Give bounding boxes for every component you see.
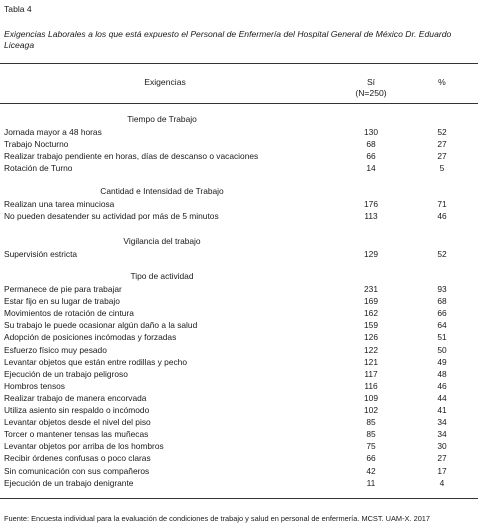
row-count: 116 [364, 380, 378, 391]
table-source-note: Fuente: Encuesta individual para la evaluación de condiciones de trabajo y salud en personal de enfermería. MCST. UAM-X. 2017 [4, 514, 431, 523]
row-percent: 48 [437, 368, 447, 379]
table-row [0, 417, 484, 428]
row-percent: 46 [437, 211, 447, 222]
row-label: Movimientos de rotación de cintura [4, 308, 134, 319]
row-count: 66 [366, 453, 376, 464]
table-row [0, 369, 484, 380]
table-row [0, 139, 484, 150]
table-row [0, 381, 484, 392]
row-percent: 41 [437, 405, 447, 415]
row-percent: 52 [437, 249, 447, 259]
row-percent: 4 [439, 477, 445, 488]
row-label: Esfuerzo físico muy pesado [4, 344, 107, 355]
header-percent: % [438, 77, 446, 87]
row-count: 130 [364, 127, 378, 137]
row-label: Realizan una tarea minuciosa [4, 199, 115, 209]
section-title: Vigilancia del trabajo [123, 236, 201, 246]
row-label: Torcer o mantener tensas las muñecas [4, 429, 149, 440]
row-percent: 64 [437, 320, 447, 331]
row-count: 14 [366, 163, 376, 174]
table-row [0, 284, 484, 295]
section-title: Cantidad e Intensidad de Trabajo [100, 186, 224, 196]
row-percent: 44 [437, 392, 447, 403]
row-percent: 66 [437, 308, 447, 319]
table-row [0, 393, 484, 404]
row-count: 11 [366, 477, 376, 488]
row-label: No pueden desatender su actividad por más de 5 minutos [4, 211, 219, 222]
table-row [0, 320, 484, 331]
row-label: Adopción de posiciones incómodas y forzadas [4, 332, 177, 343]
row-percent: 46 [437, 380, 447, 391]
row-label: Permanece de pie para trabajar [4, 284, 122, 294]
table-row [0, 478, 484, 489]
row-percent: 30 [437, 441, 447, 452]
row-count: 102 [364, 405, 378, 415]
row-count: 85 [366, 429, 376, 440]
row-label: Realizar trabajo de manera encorvada [4, 392, 147, 403]
row-count: 126 [364, 332, 378, 343]
header-si-label: Sí [366, 77, 376, 87]
row-count: 68 [366, 139, 376, 150]
table-row [0, 429, 484, 440]
row-percent: 5 [439, 163, 445, 174]
row-percent: 27 [437, 453, 447, 464]
row-label: Levantar objetos desde el nivel del piso [4, 417, 151, 428]
table-label: Tabla 4 [4, 4, 32, 14]
row-label: Estar fijo en su lugar de trabajo [4, 296, 120, 307]
table-row [0, 163, 484, 174]
table-row [0, 249, 484, 260]
row-label: Ejecución de un trabajo peligroso [4, 368, 128, 379]
row-label: Jornada mayor a 48 horas [4, 127, 102, 137]
row-label: Hombros tensos [4, 380, 65, 391]
row-count: 113 [364, 211, 378, 222]
section-heading [0, 186, 484, 197]
table-row [0, 127, 484, 138]
row-percent: 93 [437, 284, 447, 294]
table-row [0, 296, 484, 307]
row-count: 117 [364, 368, 378, 379]
row-count: 162 [364, 308, 378, 319]
row-count: 129 [364, 249, 378, 259]
row-percent: 50 [437, 344, 447, 355]
row-count: 159 [364, 320, 378, 331]
section-title: Tipo de actividad [130, 271, 194, 281]
row-label: Sin comunicación con sus compañeros [4, 465, 150, 476]
table-row [0, 466, 484, 477]
section-heading [0, 236, 484, 247]
row-label: Utiliza asiento sin respaldo o incómodo [4, 405, 150, 415]
table-caption: Exigencias Laborales a los que está expuesto el Personal de Enfermería del Hospital General de México Dr. Eduardo Liceaga [4, 29, 452, 50]
row-label: Levantar objetos que están entre rodillas y pecho [4, 356, 187, 367]
row-count: 169 [364, 296, 378, 307]
section-title: Tiempo de Trabajo [127, 114, 197, 124]
section-heading [0, 114, 484, 125]
row-count: 75 [366, 441, 376, 452]
header-si-n: (N=250) [355, 88, 387, 98]
table-bottom-rule [0, 498, 478, 499]
table-row [0, 211, 484, 222]
table-row [0, 357, 484, 368]
row-percent: 27 [437, 139, 447, 150]
row-label: Realizar trabajo pendiente en horas, días de descanso o vacaciones [4, 151, 259, 162]
header-exigencias: Exigencias [144, 77, 186, 87]
table-row [0, 199, 484, 210]
row-label: Rotación de Turno [4, 163, 73, 174]
table-row [0, 151, 484, 162]
row-percent: 52 [437, 127, 447, 137]
row-count: 66 [366, 151, 376, 162]
row-count: 121 [364, 356, 378, 367]
row-percent: 51 [437, 332, 447, 343]
row-label: Recibir órdenes confusas o poco claras [4, 453, 151, 464]
row-count: 42 [366, 465, 376, 476]
table-row [0, 405, 484, 416]
row-percent: 27 [437, 151, 447, 162]
row-percent: 34 [437, 429, 447, 440]
row-percent: 71 [437, 199, 447, 209]
row-percent: 68 [437, 296, 447, 307]
row-label: Supervisión estricta [4, 249, 78, 259]
row-label: Trabajo Nocturno [4, 139, 69, 150]
row-count: 85 [366, 417, 376, 428]
row-label: Levantar objetos por arriba de los hombros [4, 441, 164, 452]
table-row [0, 308, 484, 319]
row-count: 109 [364, 392, 378, 403]
row-count: 231 [364, 284, 378, 294]
row-count: 176 [364, 199, 378, 209]
section-heading [0, 271, 484, 282]
row-percent: 49 [437, 356, 447, 367]
row-label: Su trabajo le puede ocasionar algún daño a la salud [4, 320, 198, 331]
table-row [0, 332, 484, 343]
row-percent: 17 [437, 465, 447, 476]
table-row [0, 345, 484, 356]
row-count: 122 [364, 344, 378, 355]
table-row [0, 453, 484, 464]
table-row [0, 441, 484, 452]
row-label: Ejecución de un trabajo denigrante [4, 477, 134, 488]
row-percent: 34 [437, 417, 447, 428]
